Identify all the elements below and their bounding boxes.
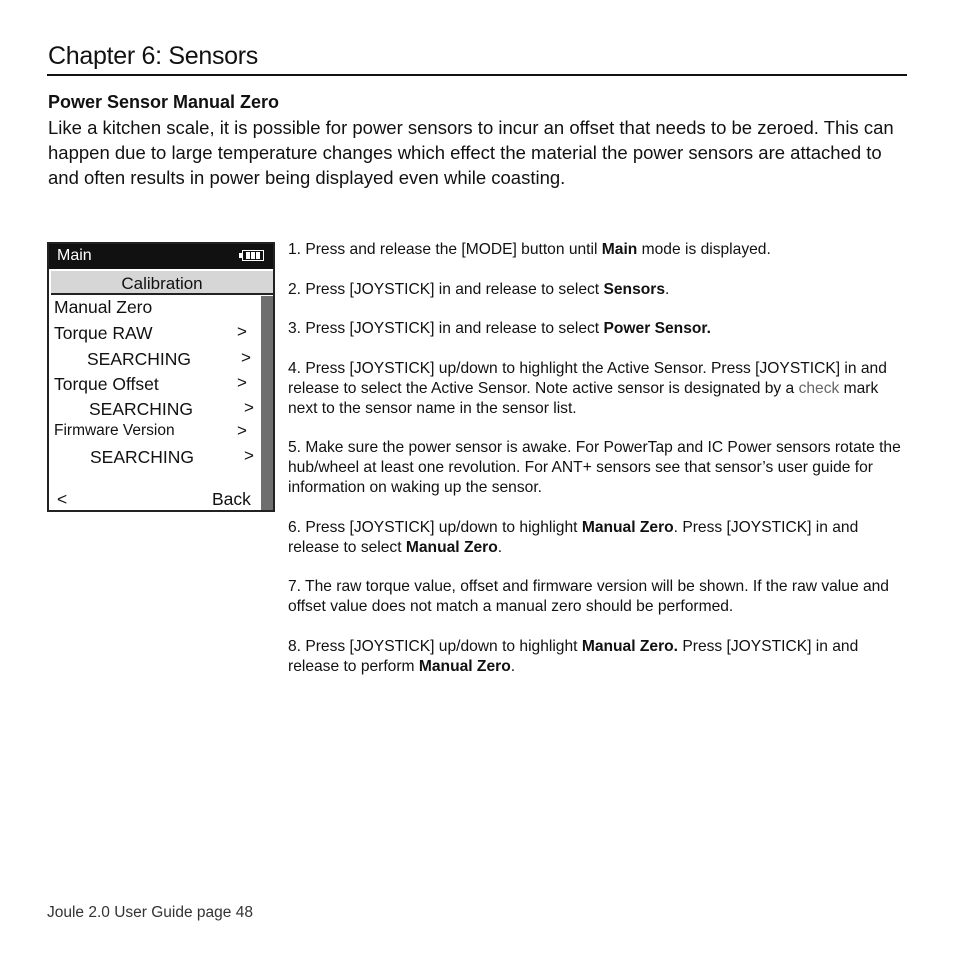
device-firmware-status: SEARCHING: [90, 447, 195, 467]
device-torque-raw-status: SEARCHING: [87, 349, 192, 369]
chapter-title: Chapter 6: Sensors: [48, 42, 258, 70]
instruction-steps: [288, 240, 908, 696]
device-screen: [47, 242, 275, 512]
device-title-bar: [49, 244, 273, 269]
device-menu-header-label: Calibration: [121, 274, 203, 293]
section-heading: Power Sensor Manual Zero: [48, 92, 280, 112]
device-scrollbar: [261, 296, 273, 510]
chapter-divider: [47, 74, 907, 76]
chevron-right-icon: >: [237, 322, 247, 341]
chevron-left-icon: <: [57, 489, 68, 509]
step-2: 2. Press [JOYSTICK] in and release to select Sensors.: [288, 280, 670, 298]
page-footer: Joule 2.0 User Guide page 48: [47, 904, 253, 921]
step-7: 7. The raw torque value, offset and firmware version will be shown. If the raw value and offset value does not match a manual zero should be performed.: [288, 578, 889, 615]
device-torque-offset-status: SEARCHING: [89, 399, 194, 419]
device-item-torque-raw: Torque RAW: [54, 323, 153, 343]
chevron-right-icon: >: [237, 421, 247, 440]
device-back-label: Back: [212, 489, 251, 509]
device-item-manual-zero: Manual Zero: [54, 297, 153, 317]
device-item-firmware-version: Firmware Version: [54, 422, 175, 439]
step-3: 3. Press [JOYSTICK] in and release to select Power Sensor.: [288, 320, 711, 337]
intro-paragraph: Like a kitchen scale, it is possible for power sensors to incur an offset that needs to be zeroed. This can happen due to large temperature changes which effect the material the power sensors are attached to and often results in power being displayed even while coasting.: [48, 117, 894, 188]
step-1: 1. Press and release the [MODE] button until Main mode is displayed.: [288, 241, 771, 258]
device-menu-header: [51, 271, 273, 295]
chevron-right-icon: >: [237, 373, 247, 392]
chevron-right-icon: >: [244, 446, 254, 465]
chevron-right-icon: >: [241, 348, 251, 367]
device-item-torque-offset: Torque Offset: [54, 374, 159, 394]
battery-icon: [239, 250, 265, 262]
step-8: 8. Press [JOYSTICK] up/down to highlight Manual Zero. Press [JOYSTICK] in and release to perform Manual Zero.: [288, 637, 859, 675]
device-mode-title: Main: [57, 247, 92, 264]
step-5: 5. Make sure the power sensor is awake. For PowerTap and IC Power sensors rotate the hub/wheel at least one revolution. For ANT+ sensors see that sensor’s user guide for information on waking up the sensor.: [288, 439, 901, 496]
step-6: 6. Press [JOYSTICK] up/down to highlight Manual Zero. Press [JOYSTICK] in and release to select Manual Zero.: [288, 518, 859, 556]
step-4: 4. Press [JOYSTICK] up/down to highlight the Active Sensor. Press [JOYSTICK] in and release to select the Active Sensor. Note active sensor is designated by a check mark next to the sensor name in the sensor list.: [288, 359, 887, 417]
chevron-right-icon: >: [244, 398, 254, 417]
